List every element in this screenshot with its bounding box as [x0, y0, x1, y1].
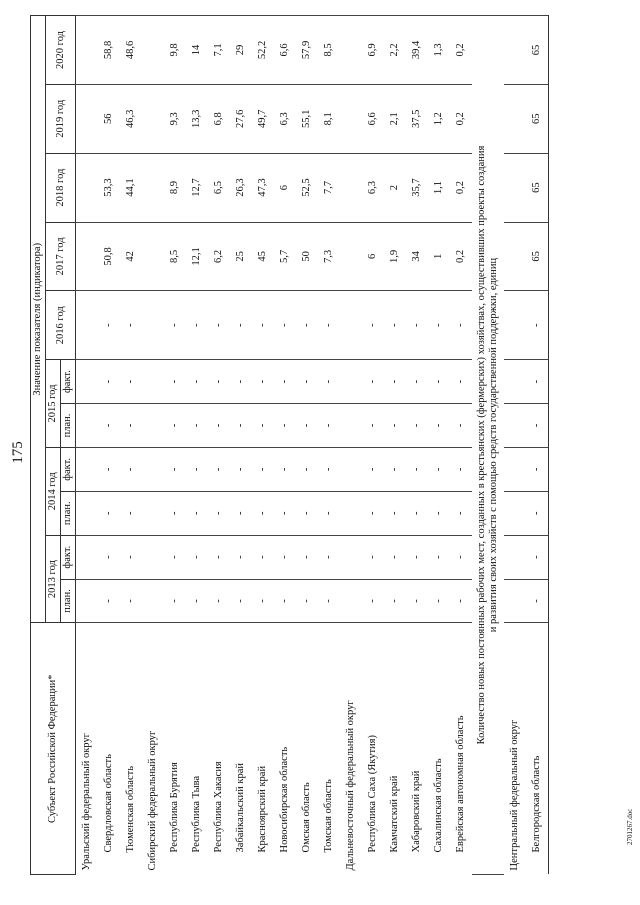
table-row [526, 16, 549, 875]
value-cell: - [362, 535, 384, 579]
value-cell: - [208, 360, 230, 404]
value-cell: 8,9 [164, 153, 186, 222]
value-cell: - [98, 535, 120, 579]
header-year-2018: 2018 год [46, 153, 76, 222]
value-cell [76, 222, 99, 291]
value-cell: - [428, 291, 450, 360]
table-row [98, 16, 120, 875]
value-cell: - [274, 579, 296, 623]
value-cell: - [164, 291, 186, 360]
value-cell: - [384, 291, 406, 360]
value-cell: - [164, 404, 186, 448]
value-cell: - [164, 491, 186, 535]
value-cell: - [318, 535, 340, 579]
value-cell: 44,1 [120, 153, 142, 222]
value-cell: 58,8 [98, 16, 120, 85]
value-cell: - [186, 535, 208, 579]
value-cell: - [406, 535, 428, 579]
value-cell: 65 [526, 84, 549, 153]
value-cell: - [450, 447, 472, 491]
region-name: Омская область [296, 623, 318, 875]
header-fact: факт. [61, 447, 76, 491]
group-row [142, 16, 164, 875]
value-cell: - [450, 491, 472, 535]
value-cell: 25 [230, 222, 252, 291]
value-cell: - [98, 579, 120, 623]
value-cell: - [274, 447, 296, 491]
value-cell: - [362, 404, 384, 448]
value-cell: 48,6 [120, 16, 142, 85]
district-name: Сибирский федеральный округ [142, 623, 164, 875]
value-cell: - [164, 535, 186, 579]
value-cell: 46,3 [120, 84, 142, 153]
value-cell: - [428, 535, 450, 579]
value-cell: - [252, 291, 274, 360]
value-cell: 12,1 [186, 222, 208, 291]
header-year-2013: 2013 год [46, 535, 61, 623]
value-cell: - [362, 291, 384, 360]
value-cell: - [526, 404, 549, 448]
value-cell: - [208, 535, 230, 579]
value-cell: - [208, 579, 230, 623]
value-cell [340, 222, 362, 291]
value-cell: - [362, 579, 384, 623]
indicator-table [30, 15, 549, 875]
value-cell: - [252, 491, 274, 535]
value-cell: - [428, 491, 450, 535]
value-cell [76, 491, 99, 535]
table-row [120, 16, 142, 875]
value-cell: 65 [526, 16, 549, 85]
value-cell: - [98, 491, 120, 535]
value-cell: 0,2 [450, 153, 472, 222]
value-cell: 26,3 [230, 153, 252, 222]
value-cell: - [318, 291, 340, 360]
header-year-2015: 2015 год [46, 360, 61, 448]
value-cell: 45 [252, 222, 274, 291]
value-cell [76, 84, 99, 153]
value-cell: 6,6 [274, 16, 296, 85]
value-cell: 35,7 [406, 153, 428, 222]
value-cell: - [318, 360, 340, 404]
table-row [230, 16, 252, 875]
value-cell: - [186, 360, 208, 404]
region-name: Тюменская область [120, 623, 142, 875]
value-cell: 0,2 [450, 84, 472, 153]
value-cell [340, 16, 362, 85]
value-cell [76, 291, 99, 360]
value-cell [76, 16, 99, 85]
value-cell: - [384, 360, 406, 404]
value-cell: 6,8 [208, 84, 230, 153]
header-plan: план. [61, 404, 76, 448]
value-cell: - [296, 491, 318, 535]
value-cell [504, 360, 526, 404]
value-cell: - [384, 579, 406, 623]
value-cell: 9,3 [164, 84, 186, 153]
value-cell: - [450, 579, 472, 623]
header-plan: план. [61, 579, 76, 623]
value-cell: 2,1 [384, 84, 406, 153]
value-cell: - [296, 579, 318, 623]
value-cell: 6,3 [274, 84, 296, 153]
value-cell: 34 [406, 222, 428, 291]
value-cell: - [318, 447, 340, 491]
table-row [252, 16, 274, 875]
value-cell: 0,2 [450, 16, 472, 85]
value-cell: - [428, 360, 450, 404]
value-cell: - [186, 491, 208, 535]
value-cell: 52,5 [296, 153, 318, 222]
value-cell: - [406, 491, 428, 535]
region-name: Новосибирская область [274, 623, 296, 875]
value-cell: - [230, 360, 252, 404]
value-cell: - [230, 447, 252, 491]
value-cell: - [208, 404, 230, 448]
value-cell: - [318, 404, 340, 448]
value-cell: - [406, 291, 428, 360]
region-name: Республика Тыва [186, 623, 208, 875]
value-cell [340, 291, 362, 360]
value-cell: - [428, 404, 450, 448]
value-cell [504, 153, 526, 222]
region-name: Забайкальский край [230, 623, 252, 875]
value-cell: 8,5 [318, 16, 340, 85]
value-cell: - [274, 360, 296, 404]
value-cell: 39,4 [406, 16, 428, 85]
section-note [472, 16, 504, 875]
value-cell [142, 535, 164, 579]
value-cell: 1,3 [428, 16, 450, 85]
value-cell: - [384, 491, 406, 535]
value-cell: - [526, 360, 549, 404]
table-row [406, 16, 428, 875]
value-cell: 49,7 [252, 84, 274, 153]
value-cell [504, 404, 526, 448]
table-row [186, 16, 208, 875]
value-cell: - [120, 360, 142, 404]
value-cell: 42 [120, 222, 142, 291]
value-cell: 8,5 [164, 222, 186, 291]
value-cell: 0,2 [450, 222, 472, 291]
header-fact: факт. [61, 535, 76, 579]
value-cell: 9,8 [164, 16, 186, 85]
value-cell [142, 447, 164, 491]
value-cell: - [164, 360, 186, 404]
value-cell [76, 535, 99, 579]
value-cell [504, 222, 526, 291]
value-cell: - [428, 447, 450, 491]
value-cell: - [98, 404, 120, 448]
district-name: Центральный федеральный округ [504, 623, 526, 875]
region-name: Томская область [318, 623, 340, 875]
value-cell: 7,7 [318, 153, 340, 222]
value-cell: - [296, 360, 318, 404]
value-cell: 2 [384, 153, 406, 222]
value-cell [340, 153, 362, 222]
value-cell: 8,1 [318, 84, 340, 153]
value-cell: 37,5 [406, 84, 428, 153]
header-year-2019: 2019 год [46, 84, 76, 153]
value-cell: - [186, 579, 208, 623]
value-cell [142, 153, 164, 222]
value-cell: - [450, 360, 472, 404]
value-cell: 57,9 [296, 16, 318, 85]
value-cell [504, 535, 526, 579]
region-name: Красноярский край [252, 623, 274, 875]
value-cell: - [208, 447, 230, 491]
value-cell: - [120, 447, 142, 491]
value-cell: 13,3 [186, 84, 208, 153]
value-cell: - [406, 360, 428, 404]
value-cell: 6,9 [362, 16, 384, 85]
value-cell: - [526, 579, 549, 623]
value-cell: - [296, 291, 318, 360]
value-cell: - [318, 579, 340, 623]
value-cell [340, 535, 362, 579]
value-cell: - [230, 535, 252, 579]
region-name: Камчатский край [384, 623, 406, 875]
value-cell: - [230, 404, 252, 448]
table-row [362, 16, 384, 875]
value-cell: - [406, 579, 428, 623]
value-cell [76, 360, 99, 404]
value-cell: 1,2 [428, 84, 450, 153]
district-name: Дальневосточный федеральный округ [340, 623, 362, 875]
value-cell [504, 291, 526, 360]
value-cell: - [120, 404, 142, 448]
value-cell: - [384, 447, 406, 491]
section-note-line: и развития своих хозяйств с помощью средств государственной поддержки, единиц [488, 257, 500, 633]
value-cell: 1,9 [384, 222, 406, 291]
value-cell: - [252, 360, 274, 404]
value-cell: 65 [526, 153, 549, 222]
footer-filename: 2701267.doc [626, 808, 634, 845]
region-name: Сахалинская область [428, 623, 450, 875]
value-cell: - [252, 579, 274, 623]
value-cell: - [296, 535, 318, 579]
value-cell [142, 491, 164, 535]
value-cell: - [120, 535, 142, 579]
region-name: Хабаровский край [406, 623, 428, 875]
value-cell: - [252, 404, 274, 448]
value-cell: - [384, 535, 406, 579]
region-name: Республика Бурятия [164, 623, 186, 875]
value-cell [142, 222, 164, 291]
value-cell: - [406, 447, 428, 491]
value-cell: - [208, 291, 230, 360]
value-cell: 55,1 [296, 84, 318, 153]
group-row [504, 16, 526, 875]
value-cell: - [120, 491, 142, 535]
value-cell: 14 [186, 16, 208, 85]
value-cell: - [274, 291, 296, 360]
value-cell: - [526, 447, 549, 491]
header-year-2014: 2014 год [46, 447, 61, 535]
value-cell: - [186, 447, 208, 491]
header-value-group: Значение показателя (индикатора) [31, 16, 46, 623]
value-cell [142, 404, 164, 448]
value-cell: - [98, 291, 120, 360]
header-fact: факт. [61, 360, 76, 404]
value-cell: 7,3 [318, 222, 340, 291]
value-cell [142, 84, 164, 153]
value-cell: 50,8 [98, 222, 120, 291]
value-cell: - [230, 579, 252, 623]
value-cell [504, 84, 526, 153]
value-cell [142, 360, 164, 404]
table-row [428, 16, 450, 875]
value-cell [340, 579, 362, 623]
value-cell [504, 16, 526, 85]
section-note-row [472, 16, 504, 875]
region-name: Республика Хакасия [208, 623, 230, 875]
value-cell: - [120, 579, 142, 623]
section-note-line: Количество новых постоянных рабочих мест, созданных в крестьянских (фермерских) хозяйствах, осуществивших проекты создания [476, 145, 488, 745]
group-row [76, 16, 99, 875]
header-year-2020: 2020 год [46, 16, 76, 85]
value-cell [142, 16, 164, 85]
value-cell: - [526, 535, 549, 579]
value-cell [142, 291, 164, 360]
value-cell: 6 [362, 222, 384, 291]
value-cell: 65 [526, 222, 549, 291]
value-cell [340, 84, 362, 153]
table-row [384, 16, 406, 875]
value-cell: - [526, 491, 549, 535]
value-cell: 12,7 [186, 153, 208, 222]
value-cell: - [98, 360, 120, 404]
value-cell: - [230, 291, 252, 360]
value-cell [504, 491, 526, 535]
value-cell: 1 [428, 222, 450, 291]
value-cell [76, 579, 99, 623]
value-cell: - [164, 579, 186, 623]
table-row [296, 16, 318, 875]
value-cell: - [526, 291, 549, 360]
value-cell [340, 404, 362, 448]
value-cell: - [362, 447, 384, 491]
value-cell: - [296, 404, 318, 448]
page-number: 175 [10, 441, 26, 464]
region-name: Свердловская область [98, 623, 120, 875]
value-cell: 6,2 [208, 222, 230, 291]
value-cell: 47,3 [252, 153, 274, 222]
value-cell: - [296, 447, 318, 491]
value-cell: - [362, 491, 384, 535]
value-cell: - [450, 291, 472, 360]
value-cell: 6 [274, 153, 296, 222]
district-name: Уральский федеральный округ [76, 623, 99, 875]
table-body [76, 16, 549, 875]
value-cell [340, 447, 362, 491]
value-cell [76, 404, 99, 448]
value-cell: 52,2 [252, 16, 274, 85]
value-cell: - [406, 404, 428, 448]
value-cell [76, 153, 99, 222]
header-year-2016: 2016 год [46, 291, 76, 360]
value-cell: 5,7 [274, 222, 296, 291]
header-plan: план. [61, 491, 76, 535]
value-cell: 6,5 [208, 153, 230, 222]
value-cell: - [428, 579, 450, 623]
value-cell: - [186, 404, 208, 448]
value-cell: 50 [296, 222, 318, 291]
value-cell [142, 579, 164, 623]
value-cell: 29 [230, 16, 252, 85]
value-cell: - [450, 404, 472, 448]
region-name: Белгородская область [526, 623, 549, 875]
value-cell: - [252, 447, 274, 491]
value-cell: - [186, 291, 208, 360]
value-cell: - [164, 447, 186, 491]
value-cell: - [384, 404, 406, 448]
value-cell: - [208, 491, 230, 535]
table-row [164, 16, 186, 875]
value-cell: - [98, 447, 120, 491]
value-cell: 2,2 [384, 16, 406, 85]
value-cell [504, 447, 526, 491]
value-cell: 6,3 [362, 153, 384, 222]
region-name: Еврейская автономная область [450, 623, 472, 875]
value-cell [340, 360, 362, 404]
value-cell: - [318, 491, 340, 535]
value-cell: - [230, 491, 252, 535]
value-cell: - [252, 535, 274, 579]
value-cell: - [274, 404, 296, 448]
value-cell: - [274, 535, 296, 579]
value-cell: - [274, 491, 296, 535]
region-name: Республика Саха (Якутия) [362, 623, 384, 875]
value-cell: 27,6 [230, 84, 252, 153]
value-cell [76, 447, 99, 491]
value-cell: 56 [98, 84, 120, 153]
header-subject: Субъект Российской Федерации* [31, 623, 76, 875]
table-row [274, 16, 296, 875]
value-cell: - [362, 360, 384, 404]
value-cell: 53,3 [98, 153, 120, 222]
header-year-2017: 2017 год [46, 222, 76, 291]
table-row [318, 16, 340, 875]
value-cell [340, 491, 362, 535]
group-row [340, 16, 362, 875]
value-cell: 1,1 [428, 153, 450, 222]
value-cell: - [120, 291, 142, 360]
table-row [208, 16, 230, 875]
value-cell: - [450, 535, 472, 579]
value-cell [504, 579, 526, 623]
table-row [450, 16, 472, 875]
value-cell: 6,6 [362, 84, 384, 153]
value-cell: 7,1 [208, 16, 230, 85]
